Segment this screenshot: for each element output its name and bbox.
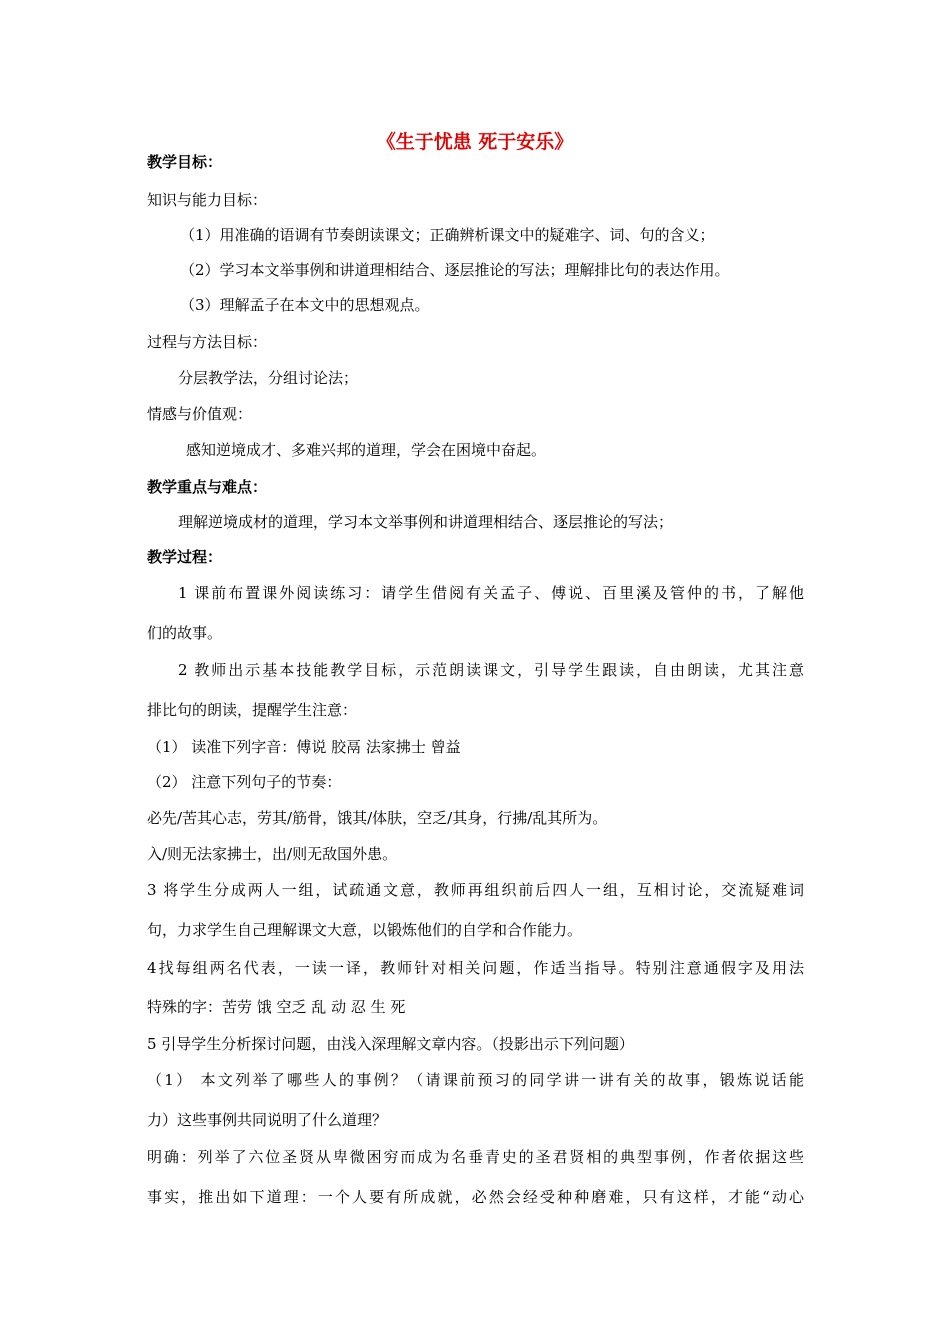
answer-line-2: 事实，推出如下道理：一个人要有所成就，必然会经受种种磨难，只有这样，才能“动心 <box>147 1188 804 1206</box>
step-1-line-2: 们的故事。 <box>147 624 223 642</box>
subheading-knowledge: 知识与能力目标： <box>147 191 268 209</box>
rhythm-sentence-1: 必先/苦其心志，劳其/筋骨，饿其/体肤，空乏/其身，行拂/乱其所为。 <box>147 809 608 827</box>
question-1-line-2: 力）这些事例共同说明了什么道理？ <box>147 1111 388 1129</box>
step-4-line-1: 4找每组两名代表，一读一译，教师针对相关问题，作适当指导。特别注意通假字及用法 <box>147 959 804 977</box>
subheading-emotion: 情感与价值观： <box>147 405 253 423</box>
step-4-line-2: 特殊的字：苦劳 饿 空乏 乱 动 忍 生 死 <box>147 998 406 1016</box>
document-title: 《生于忧患 死于安乐》 <box>376 131 574 153</box>
step-5-line-1: 5 引导学生分析探讨问题，由浅入深理解文章内容。（投影出示下列问题） <box>147 1035 634 1053</box>
objective-item-3: （3）理解孟子在本文中的思想观点。 <box>180 296 430 314</box>
step-1-line-1: 1 课前布置课外阅读练习：请学生借阅有关孟子、傅说、百里溪及管仲的书，了解他 <box>178 584 804 602</box>
section-heading-keypoints: 教学重点与难点： <box>147 478 268 496</box>
step-2-item-2: （2） 注意下列句子的节奏： <box>147 773 342 791</box>
step-3-line-2: 句，力求学生自己理解课文大意，以锻炼他们的自学和合作能力。 <box>147 921 583 939</box>
objective-item-1: （1）用准确的语调有节奏朗读课文；正确辨析课文中的疑难字、词、句的含义； <box>180 226 715 244</box>
step-2-line-2: 排比句的朗读，提醒学生注意： <box>147 701 358 719</box>
step-3-line-1: 3 将学生分成两人一组，试疏通文意，教师再组织前后四人一组，互相讨论，交流疑难词 <box>147 881 804 899</box>
answer-line-1: 明确：列举了六位圣贤从卑微困穷而成为名垂青史的圣君贤相的典型事例，作者依据这些 <box>147 1148 804 1166</box>
emotion-text: 感知逆境成才、多难兴邦的道理，学会在困境中奋起。 <box>186 441 547 459</box>
question-1-line-1: （1） 本文列举了哪些人的事例？（请课前预习的同学讲一讲有关的故事，锻炼说话能 <box>147 1071 804 1089</box>
process-text: 分层教学法，分组讨论法； <box>178 369 359 387</box>
step-2-item-1: （1） 读准下列字音：傅说 胶鬲 法家拂士 曾益 <box>147 738 461 756</box>
section-heading-objectives: 教学目标： <box>147 153 223 171</box>
subheading-process: 过程与方法目标： <box>147 333 268 351</box>
section-heading-process: 教学过程： <box>147 548 223 566</box>
objective-item-2: （2）学习本文举事例和讲道理相结合、逐层推论的写法；理解排比句的表达作用。 <box>180 261 730 279</box>
rhythm-sentence-2: 入/则无法家拂士，出/则无敌国外患。 <box>147 845 398 863</box>
keypoints-text: 理解逆境成材的道理，学习本文举事例和讲道理相结合、逐层推论的写法； <box>178 513 674 531</box>
step-2-line-1: 2 教师出示基本技能教学目标，示范朗读课文，引导学生跟读，自由朗读，尤其注意 <box>178 661 804 679</box>
